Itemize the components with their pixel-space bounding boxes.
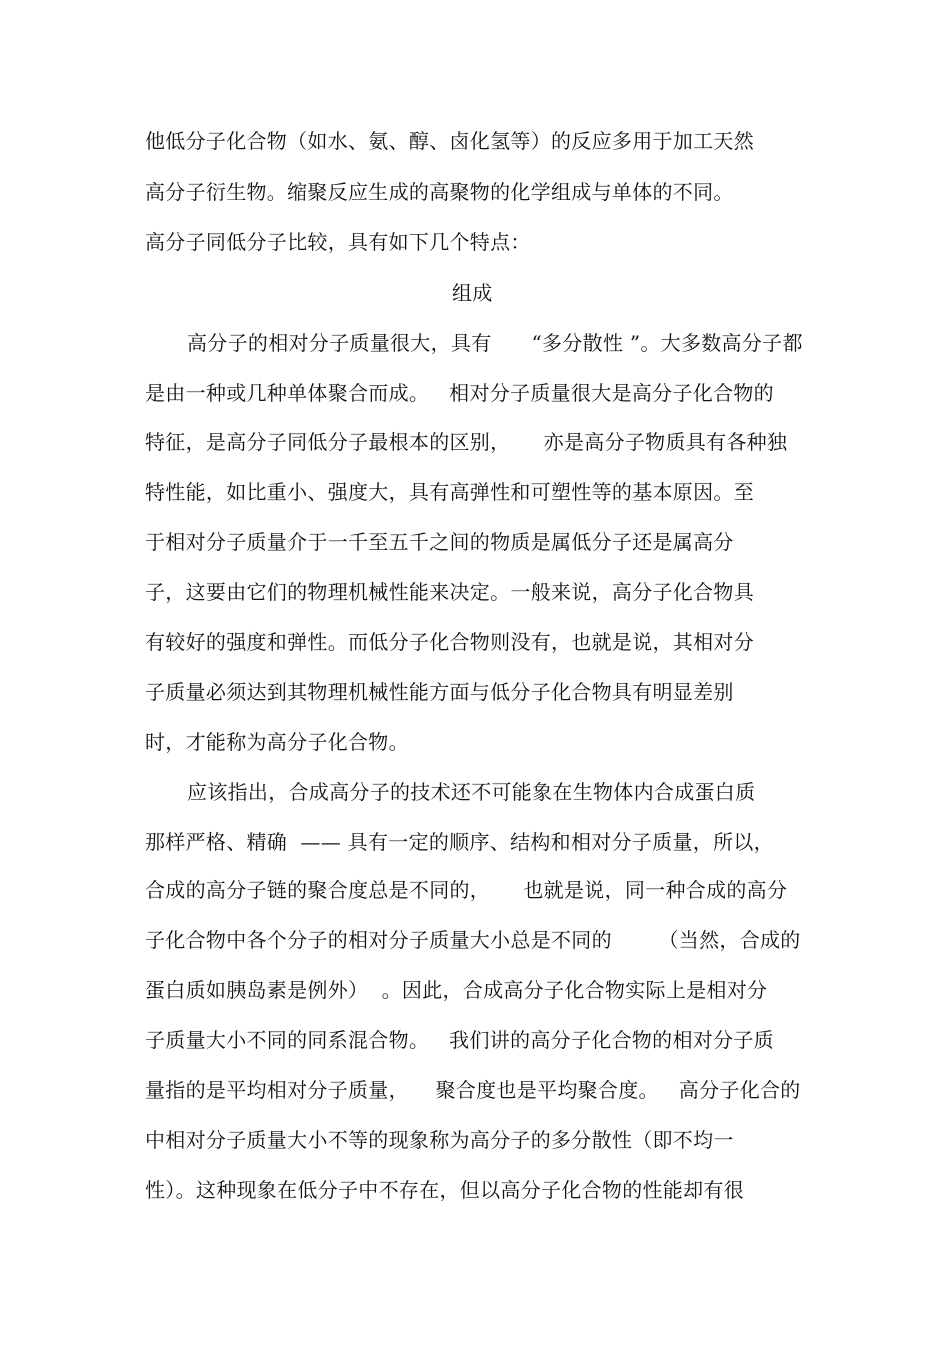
text-line: 合成的高分子链的聚合度总是不同的， 也就是说，同一种合成的高分 (145, 878, 788, 902)
text-line: 有较好的强度和弹性。而低分子化合物则没有，也就是说，其相对分 (145, 630, 754, 654)
text-line: 蛋白质如胰岛素是例外） 。因此，合成高分子化合物实际上是相对分 (145, 978, 768, 1002)
text-line: 性）。这种现象在低分子中不存在，但以高分子化合物的性能却有很 (145, 1178, 744, 1202)
paragraph-first-line: 高分子的相对分子质量很大，具有 “多分散性 ”。大多数高分子都 (187, 331, 803, 355)
text-line: 子化合物中各个分子的相对分子质量大小总是不同的 （当然，合成的 (145, 928, 801, 952)
text-line: 量指的是平均相对分子质量， 聚合度也是平均聚合度。 高分子化合的 (145, 1078, 801, 1102)
section-heading: 组成 (452, 281, 493, 305)
text-line: 子质量大小不同的同系混合物。 我们讲的高分子化合物的相对分子质 (145, 1028, 774, 1052)
paragraph-first-line: 应该指出，合成高分子的技术还不可能象在生物体内合成蛋白质 (187, 780, 756, 804)
text-line: 高分子衍生物。缩聚反应生成的高聚物的化学组成与单体的不同。 (145, 180, 734, 204)
text-line: 他低分子化合物（如水、氨、醇、卤化氢等）的反应多用于加工天然 (145, 129, 754, 153)
text-line: 子，这要由它们的物理机械性能来决定。一般来说，高分子化合物具 (145, 580, 754, 604)
text-line: 那样严格、精确 —— 具有一定的顺序、结构和相对分子质量，所以， (145, 830, 774, 854)
text-line: 高分子同低分子比较，具有如下几个特点： (145, 230, 531, 254)
text-line: 于相对分子质量介于一千至五千之间的物质是属低分子还是属高分 (145, 530, 734, 554)
text-line: 子质量必须达到其物理机械性能方面与低分子化合物具有明显差别 (145, 680, 734, 704)
text-line: 时，才能称为高分子化合物。 (145, 730, 409, 754)
text-line: 是由一种或几种单体聚合而成。 相对分子质量很大是高分子化合物的 (145, 381, 774, 405)
text-line: 中相对分子质量大小不等的现象称为高分子的多分散性（即不均一 (145, 1128, 734, 1152)
text-line: 特征，是高分子同低分子最根本的区别， 亦是高分子物质具有各种独 (145, 430, 788, 454)
text-line: 特性能，如比重小、强度大，具有高弹性和可塑性等的基本原因。至 (145, 480, 754, 504)
